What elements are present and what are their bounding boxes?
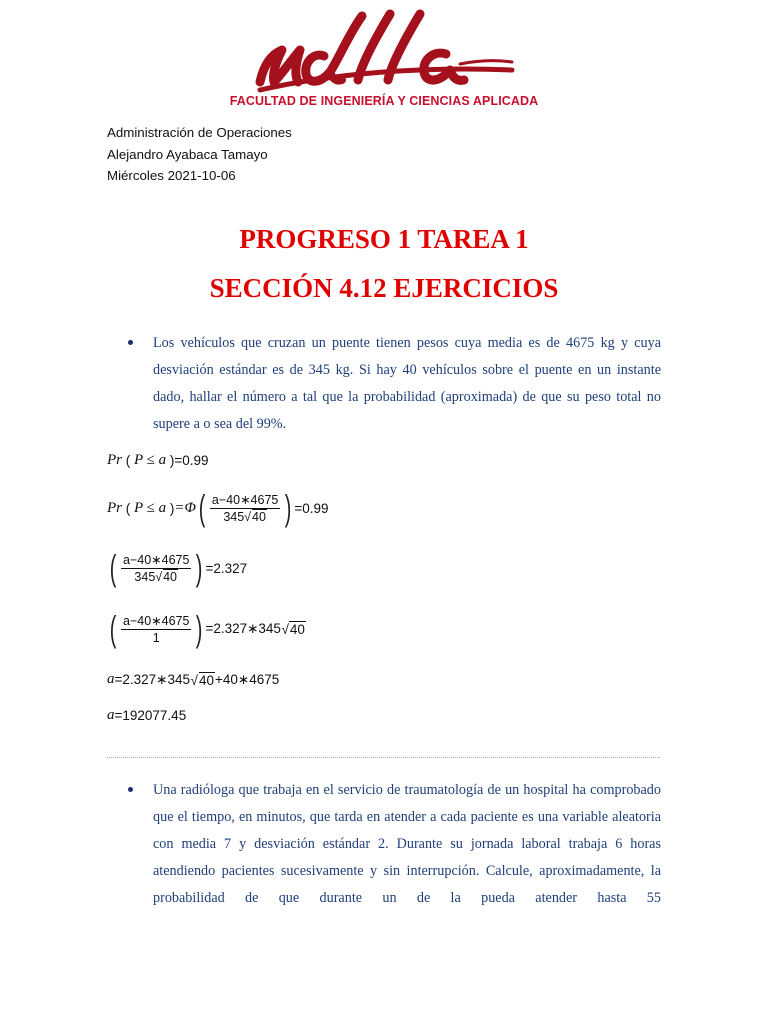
document-meta — [107, 122, 292, 187]
bullet-icon — [128, 340, 133, 345]
equation-5: a =2.327∗345 √ 40 +40∗4675 — [107, 671, 279, 688]
equation-1: Pr ( P ≤ a ) =0.99 — [107, 452, 209, 468]
fraction: $\frac{a-40∗4675}{1}$ — [123, 614, 190, 645]
udla-logo — [250, 4, 520, 96]
equation-3: ( $\frac{a-40∗4675}{345 √ 40}$ ) =2.327 — [107, 550, 247, 586]
course-name: Administración de Operaciones — [107, 125, 292, 140]
faculty-name: FACULTAD DE INGENIERÍA Y CIENCIAS APLICADA — [229, 94, 539, 108]
exercise-1 — [128, 330, 661, 438]
exercise-2-statement: Una radióloga que trabaja en el servicio de traumatología de un hospital ha comprobado que el tiempo, en minutos, que tarda en atender a cada paciente es una variable aleatoria con media 7 y desviación estándar 2. Durante su jornada laboral trabaja 6 horas atendiendo pacientes sucesivamente y sin interrupción. Calcule, aproximadamente, la probabilidad de que durante un de la pueda atender hasta 55 — [153, 782, 661, 906]
exercise-1-statement: Los vehículos que cruzan un puente tienen pesos cuya media es de 4675 kg y cuya desviación estándar es de 345 kg. Si hay 40 vehículos sobre el puente en un instante dado, hallar el número a tal que la probabilidad (aproximada) de que su peso total no supere a o sea del 99%. — [153, 335, 661, 432]
section-divider — [107, 757, 660, 758]
section-title: SECCIÓN 4.12 EJERCICIOS — [209, 273, 559, 303]
document-title: PROGRESO 1 TAREA 1 — [239, 224, 529, 254]
equation-2: Pr ( P ≤ a ) =Φ ( $\frac{a-40∗4675}{345 √ 40}$ ) =0.99 — [107, 490, 329, 526]
author-name: Alejandro Ayabaca Tamayo — [107, 146, 268, 162]
equation-6: a =192077.45 — [107, 707, 187, 723]
fraction: $\frac{a-40∗4675}{345 √ 40}$ — [121, 552, 191, 584]
equation-4: ( $\frac{a-40∗4675}{1}$ ) =2.327∗345 √ 40 — [107, 611, 306, 647]
exercise-2 — [128, 777, 661, 912]
bullet-icon — [128, 787, 133, 792]
document-date: Miércoles 2021-10-06 — [107, 168, 236, 183]
fraction: $\frac{a-40∗4675}{345 √ 40}$ — [210, 492, 280, 524]
